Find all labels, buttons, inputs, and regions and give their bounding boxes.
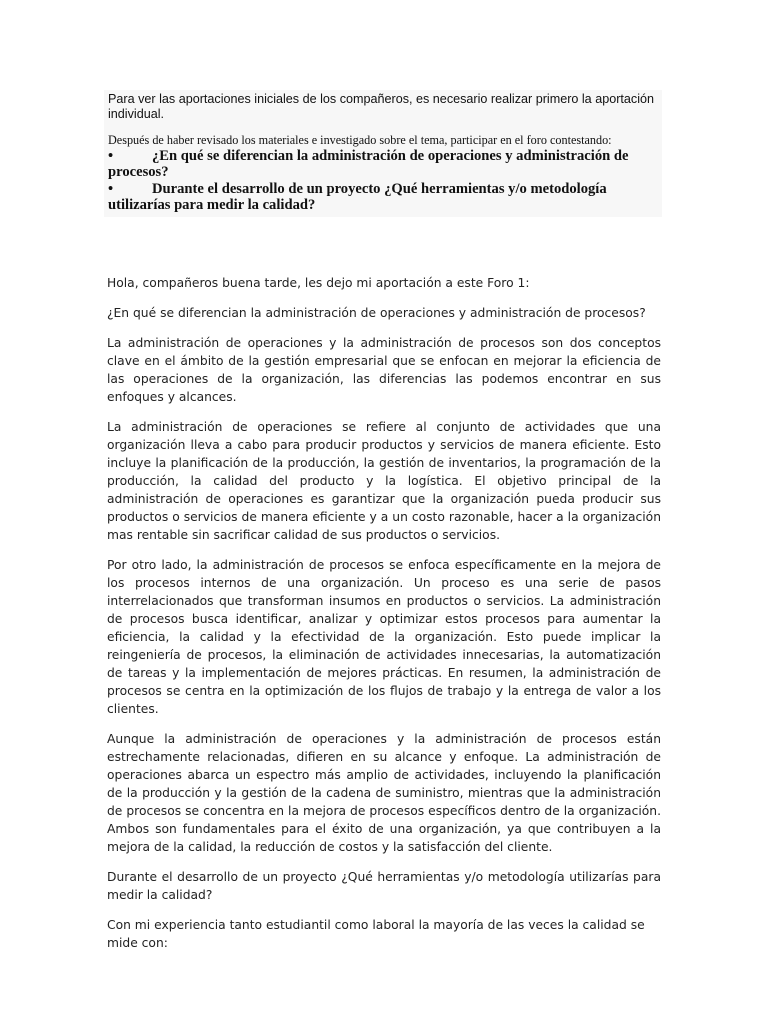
prompt-question-1 [108, 148, 658, 180]
prompt-intro: Después de haber revisado los materiales e investigado sobre el tema, participar en el foro contestando: [108, 133, 612, 147]
forum-prompt-box [104, 90, 662, 217]
prompt-question-1-text: ¿En qué se diferencian la administración de operaciones y administración de procesos? [108, 148, 629, 180]
answer-paragraph-1: La administración de operaciones y la administración de procesos son dos conceptos clave en el ámbito de la gestión empresarial que se enfocan en mejorar la eficiencia de las operaciones de la organización, las diferencias las podemos encontrar en sus enfoques y alcances. [107, 336, 661, 404]
prompt-instruction: Para ver las aportaciones iniciales de los compañeros, es necesario realizar primero la aportación individual. [108, 92, 655, 121]
bullet-icon: • [108, 181, 114, 197]
answer-paragraph-4: Aunque la administración de operaciones y la administración de procesos están estrechamente relacionadas, difieren en su alcance y enfoque. La administración de operaciones abarca un espectro más amplio de actividades, incluyendo la planificación de la producción y la gestión de la cadena de suministro, mientras que la administración de procesos se concentra en la mejora de procesos específicos dentro de la organización. Ambos son fundamentales para el éxito de una organización, ya que contribuyen a la mejora de la calidad, la reducción de costos y la satisfacción del cliente. [107, 732, 661, 854]
answer-greeting: Hola, compañeros buena tarde, les dejo mi aportación a este Foro 1: [107, 276, 530, 290]
prompt-question-2-text: Durante el desarrollo de un proyecto ¿Qué herramientas y/o metodología utilizarías para medir la calidad? [108, 181, 607, 213]
answer-question-2: Durante el desarrollo de un proyecto ¿Qué herramientas y/o metodología utilizarías para medir la calidad? [107, 870, 661, 902]
answer-paragraph-3: Por otro lado, la administración de procesos se enfoca específicamente en la mejora de los procesos internos de una organización. Un proceso es una serie de pasos interrelacionados que transforman insumos en productos o servicios. La administración de procesos busca identificar, analizar y optimizar estos procesos para aumentar la eficiencia, la calidad y la efectividad de la organización. Esto puede implicar la reingeniería de procesos, la eliminación de actividades innecesarias, la automatización de tareas y la implementación de mejores prácticas. En resumen, la administración de procesos se centra en la optimización de los flujos de trabajo y la entrega de valor a los clientes. [107, 558, 661, 716]
answer-question-1: ¿En qué se diferencian la administración de operaciones y administración de procesos? [107, 306, 646, 320]
forum-answer [107, 274, 661, 964]
prompt-question-2 [108, 181, 658, 213]
answer-paragraph-5: Con mi experiencia tanto estudiantil como laboral la mayoría de las veces la calidad se mide con: [107, 918, 645, 950]
answer-paragraph-2: La administración de operaciones se refiere al conjunto de actividades que una organización lleva a cabo para producir productos y servicios de manera eficiente. Esto incluye la planificación de la producción, la gestión de inventarios, la programación de la producción, la calidad del producto y la logística. El objetivo principal de la administración de operaciones es garantizar que la organización pueda producir sus productos o servicios de manera eficiente y a un costo razonable, hacer a la organización mas rentable sin sacrificar calidad de sus productos o servicios. [107, 420, 661, 542]
bullet-icon: • [108, 148, 114, 164]
